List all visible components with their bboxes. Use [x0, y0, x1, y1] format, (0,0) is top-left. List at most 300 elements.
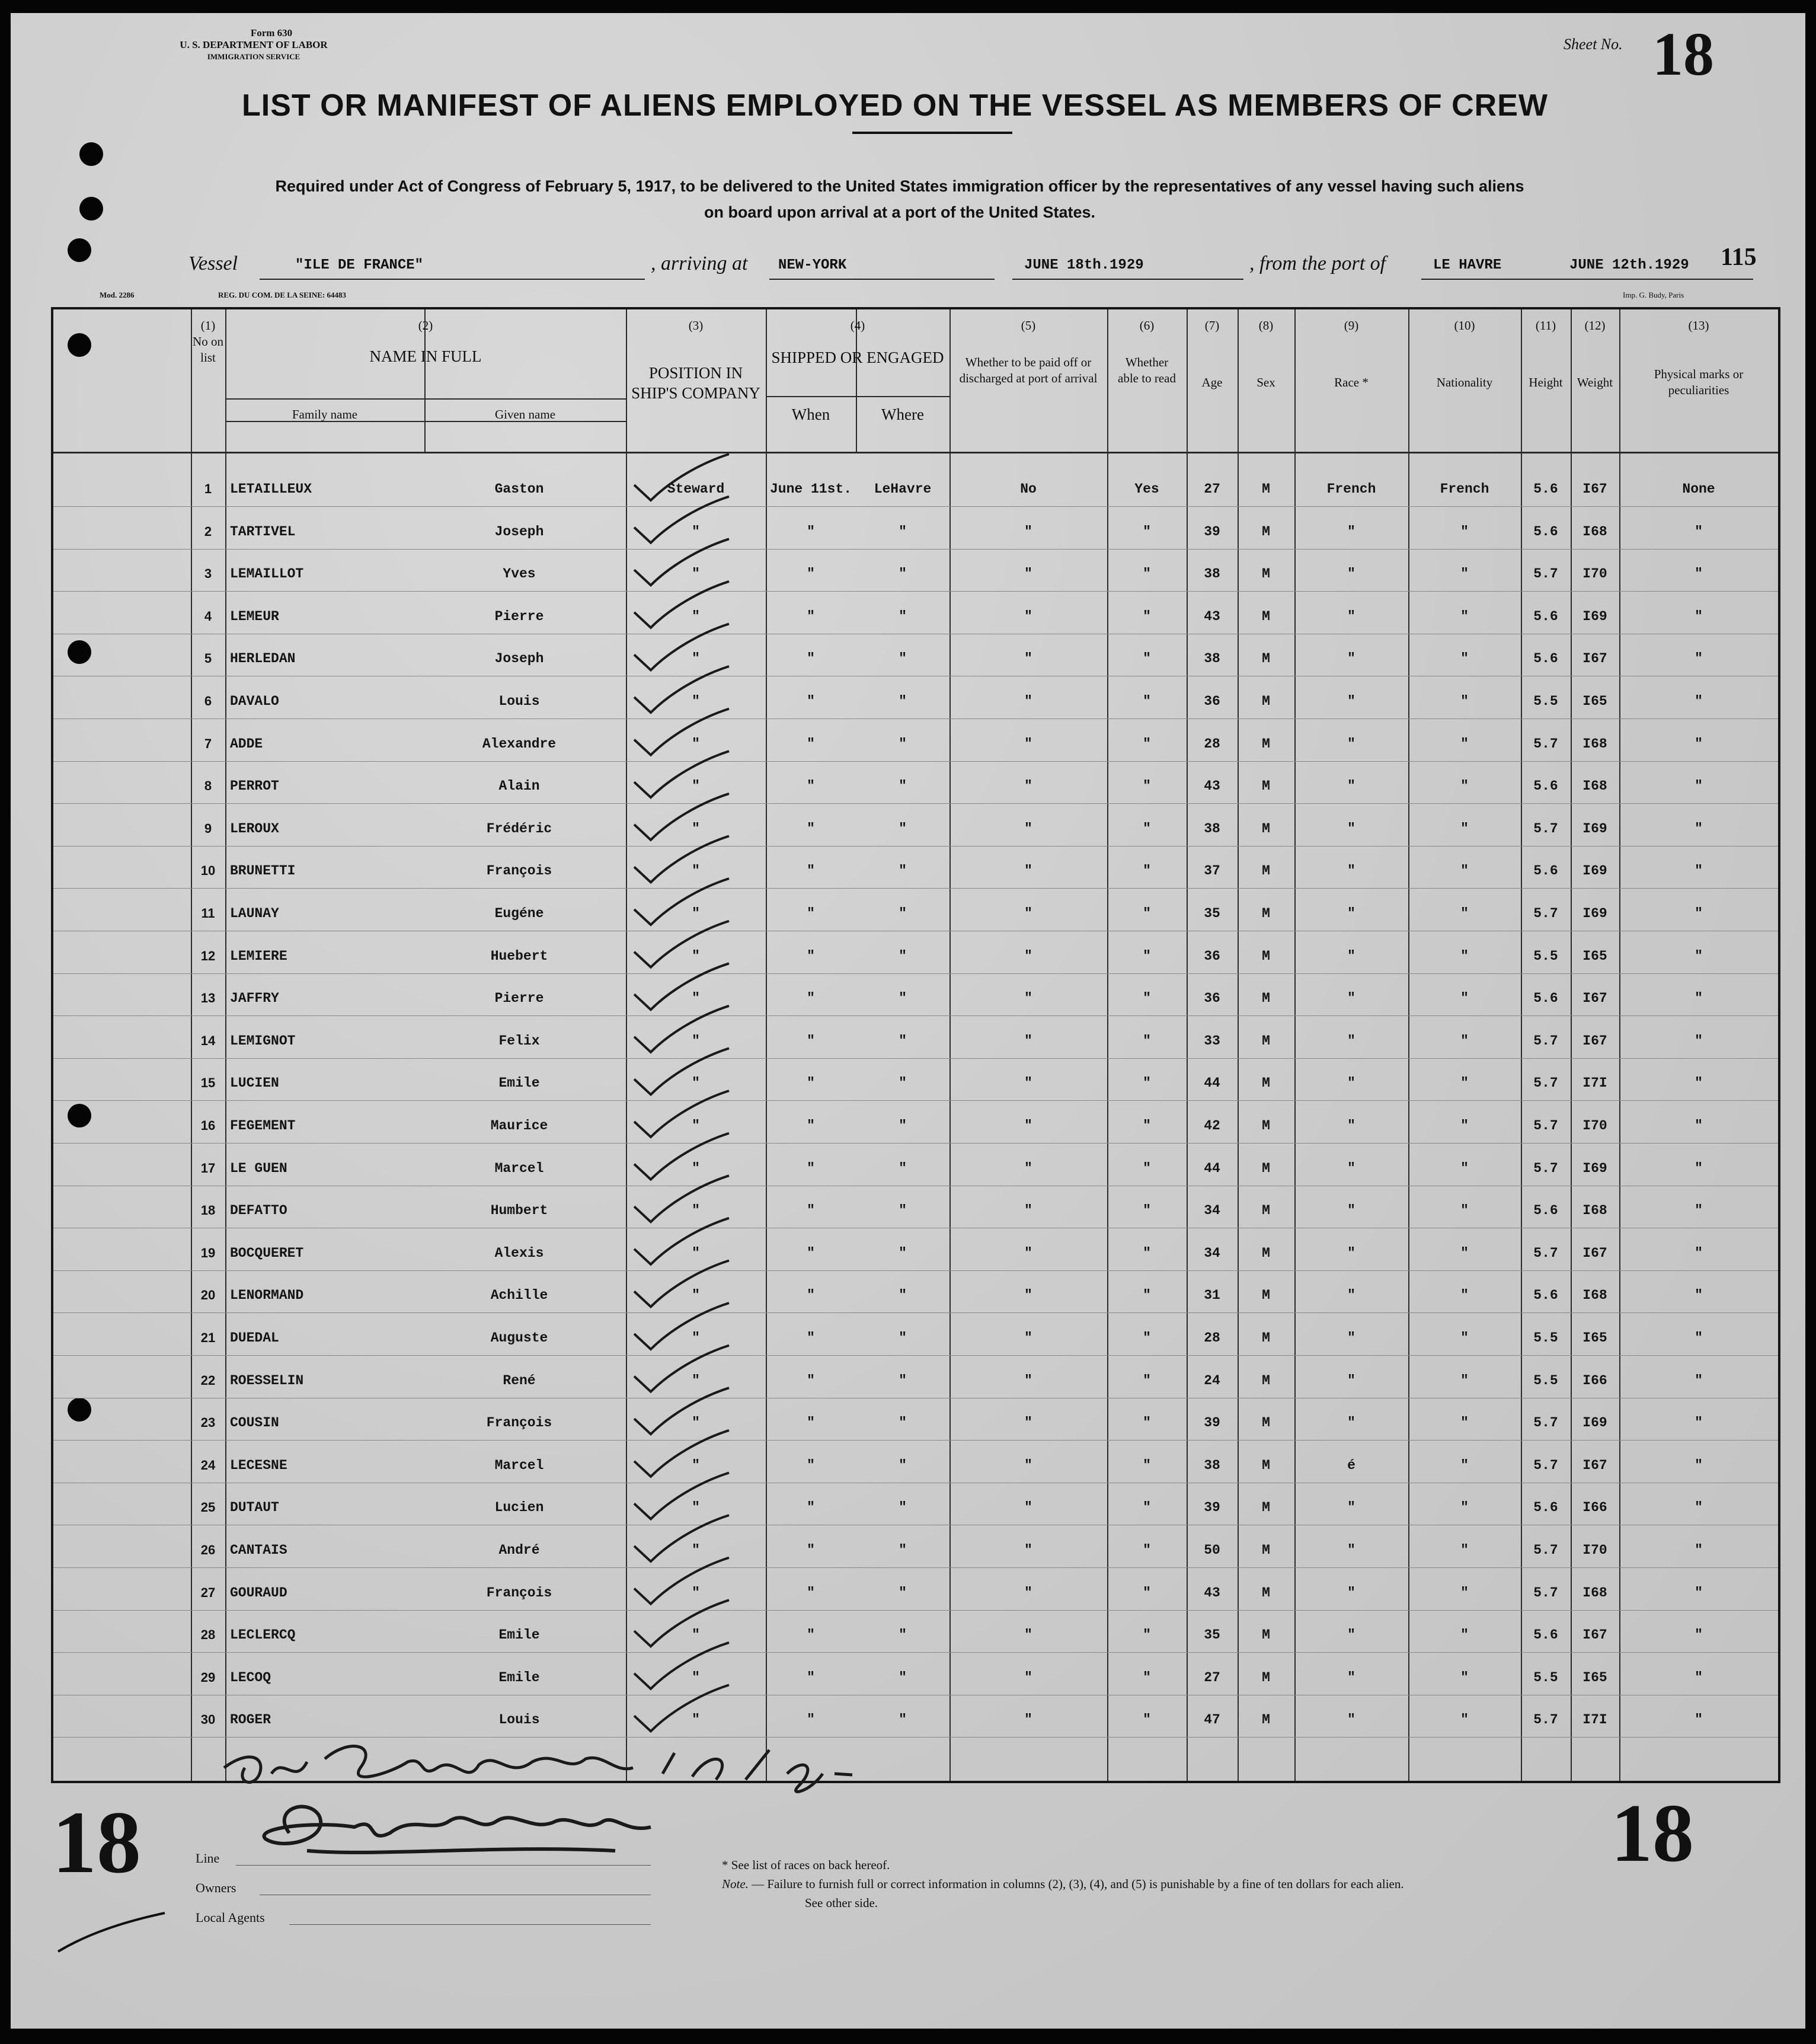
row-divider: [53, 1312, 1778, 1313]
row-number: 2: [204, 523, 212, 539]
check-marks: [599, 309, 753, 1786]
nationality: ": [1460, 1712, 1469, 1728]
physical-marks: ": [1694, 1712, 1703, 1728]
family-name: JAFFRY: [230, 991, 279, 1007]
nationality: ": [1460, 736, 1469, 752]
family-name: BOCQUERET: [230, 1245, 304, 1261]
paid-off: ": [1024, 608, 1032, 624]
check-mark: [634, 539, 729, 585]
position: ": [692, 948, 700, 964]
punch-hole: [79, 142, 103, 166]
col-5-header: Whether to be paid off or discharged at port of arrival: [959, 355, 1098, 385]
given-name: François: [486, 863, 552, 879]
physical-marks: ": [1694, 523, 1703, 539]
weight: I67: [1582, 1457, 1607, 1473]
given-name: Achille: [490, 1288, 548, 1304]
col-5-num: (5): [1021, 318, 1036, 333]
able-to-read: ": [1143, 1160, 1151, 1176]
sex: M: [1262, 1075, 1270, 1091]
sex: M: [1262, 651, 1270, 667]
age: 27: [1204, 481, 1220, 497]
races-note: * See list of races on back hereof.: [722, 1858, 890, 1872]
sex: M: [1262, 778, 1270, 794]
paid-off: ": [1024, 523, 1032, 539]
sex: M: [1262, 1457, 1270, 1473]
height: 5.7: [1533, 1160, 1558, 1176]
nationality: ": [1460, 1288, 1469, 1304]
col-2-num: (2): [418, 318, 433, 333]
col-2-header: NAME IN FULL: [369, 347, 482, 365]
family-name: TARTIVEL: [230, 523, 296, 539]
sex: M: [1262, 1033, 1270, 1049]
given-name: Frédéric: [486, 820, 552, 836]
physical-marks: ": [1694, 1245, 1703, 1261]
weight: I68: [1582, 778, 1607, 794]
row-number: 18: [200, 1203, 216, 1218]
family-name: LECLERCQ: [230, 1627, 296, 1643]
given-name: François: [486, 1415, 552, 1431]
paid-off: ": [1024, 1712, 1032, 1728]
given-name: Emile: [498, 1075, 540, 1091]
able-to-read: ": [1143, 523, 1151, 539]
sex: M: [1262, 1585, 1270, 1601]
nationality: ": [1460, 906, 1469, 921]
given-name: Alexis: [494, 1245, 544, 1261]
check-mark: [634, 1176, 729, 1222]
sex: M: [1262, 991, 1270, 1007]
given-name: Pierre: [494, 991, 544, 1007]
nationality: ": [1460, 1542, 1469, 1558]
physical-marks: ": [1694, 1075, 1703, 1091]
check-mark: [634, 1685, 729, 1731]
physical-marks: ": [1694, 1203, 1703, 1219]
nationality: ": [1460, 1669, 1469, 1685]
physical-marks: None: [1682, 481, 1715, 497]
row-number: 28: [200, 1627, 216, 1643]
height: 5.7: [1533, 1712, 1558, 1728]
weight: I67: [1582, 1245, 1607, 1261]
position: ": [692, 1118, 700, 1133]
engaged-where: ": [899, 1457, 907, 1473]
paid-off: ": [1024, 1288, 1032, 1304]
engaged-where: ": [899, 694, 907, 709]
age: 38: [1204, 566, 1220, 582]
engaged-when: ": [807, 820, 815, 836]
check-mark: [634, 1558, 729, 1604]
col-7-num: (7): [1204, 318, 1220, 333]
position: ": [692, 1712, 700, 1728]
engaged-where: ": [899, 1118, 907, 1133]
paid-off: ": [1024, 566, 1032, 582]
race: ": [1347, 948, 1355, 964]
engaged-when: ": [807, 1669, 815, 1685]
weight: I69: [1582, 906, 1607, 921]
departure-date: JUNE 12th.1929: [1569, 257, 1689, 273]
family-name: COUSIN: [230, 1415, 279, 1431]
given-name: Pierre: [494, 608, 544, 624]
row-divider: [53, 1567, 1778, 1568]
col-11-header: Height: [1529, 375, 1563, 389]
age: 42: [1204, 1118, 1220, 1133]
arriving-label: , arriving at: [651, 253, 748, 274]
given-name: Emile: [498, 1669, 540, 1685]
sex: M: [1262, 1372, 1270, 1388]
age: 27: [1204, 1669, 1220, 1685]
able-to-read: ": [1143, 694, 1151, 709]
family-name: LECOQ: [230, 1669, 271, 1685]
row-divider: [53, 1652, 1778, 1653]
paid-off: ": [1024, 1330, 1032, 1346]
able-to-read: ": [1143, 863, 1151, 879]
sex: M: [1262, 608, 1270, 624]
sex: M: [1262, 906, 1270, 921]
given-name: René: [503, 1372, 536, 1388]
weight: I66: [1582, 1372, 1607, 1388]
able-to-read: ": [1143, 1118, 1151, 1133]
engaged-where: ": [899, 1372, 907, 1388]
row-number: 12: [200, 948, 216, 963]
row-number: 20: [200, 1288, 216, 1303]
height: 5.7: [1533, 1457, 1558, 1473]
given-name: Louis: [498, 1712, 540, 1728]
engaged-where: ": [899, 1712, 907, 1728]
physical-marks: ": [1694, 608, 1703, 624]
given-name: Marcel: [494, 1160, 544, 1176]
check-mark: [634, 1643, 729, 1689]
height: 5.7: [1533, 1415, 1558, 1431]
engaged-when: ": [807, 1457, 815, 1473]
given-name: Gaston: [494, 481, 544, 497]
weight: I68: [1582, 523, 1607, 539]
age: 44: [1204, 1160, 1220, 1176]
given-name: Maurice: [490, 1118, 548, 1133]
family-name: ADDE: [230, 736, 263, 752]
race: ": [1347, 991, 1355, 1007]
able-to-read: ": [1143, 1330, 1151, 1346]
family-name: LUCIEN: [230, 1075, 279, 1091]
col-12-num: (12): [1584, 318, 1606, 333]
col-6-header: Whether able to read: [1118, 355, 1176, 385]
subtitle-line-1: Required under Act of Congress of February 5, 1917, to be delivered to the United States immigration officer by the representatives of any vessel having such aliens: [275, 177, 1524, 195]
able-to-read: ": [1143, 1245, 1151, 1261]
check-mark: [634, 963, 729, 1010]
weight: I7I: [1582, 1075, 1607, 1091]
engaged-when: ": [807, 651, 815, 667]
from-port-label: , from the port of: [1249, 253, 1386, 274]
race: ": [1347, 1585, 1355, 1601]
sex: M: [1262, 820, 1270, 836]
row-number: 24: [200, 1457, 216, 1473]
crew-table: [51, 307, 1780, 1783]
height: 5.6: [1533, 1288, 1558, 1304]
col-1-header: (1) No on list: [193, 318, 223, 365]
engaged-when: ": [807, 1627, 815, 1643]
paid-off: ": [1024, 1372, 1032, 1388]
height: 5.6: [1533, 481, 1558, 497]
check-mark: [634, 1133, 729, 1180]
race: ": [1347, 694, 1355, 709]
nationality: ": [1460, 694, 1469, 709]
height: 5.5: [1533, 1669, 1558, 1685]
family-name: GOURAUD: [230, 1585, 287, 1601]
sex: M: [1262, 1500, 1270, 1516]
engaged-where: ": [899, 651, 907, 667]
family-name: LEMAILLOT: [230, 566, 304, 582]
row-number: 9: [204, 820, 212, 836]
position: ": [692, 1245, 700, 1261]
row-number: 23: [200, 1415, 216, 1430]
engaged-where: ": [899, 820, 907, 836]
engaged-when: ": [807, 1415, 815, 1431]
race: ": [1347, 651, 1355, 667]
vessel-name: "ILE DE FRANCE": [295, 257, 424, 273]
page-title: LIST OR MANIFEST OF ALIENS EMPLOYED ON THE VESSEL AS MEMBERS OF CREW: [242, 88, 1548, 123]
sex: M: [1262, 1160, 1270, 1176]
given-name: Huebert: [490, 948, 548, 964]
nationality: ": [1460, 948, 1469, 964]
sex: M: [1262, 736, 1270, 752]
age: 39: [1204, 1415, 1220, 1431]
age: 24: [1204, 1372, 1220, 1388]
able-to-read: ": [1143, 1669, 1151, 1685]
paid-off: ": [1024, 1457, 1032, 1473]
given-name: Joseph: [494, 651, 544, 667]
engaged-where: ": [899, 1500, 907, 1516]
position: ": [692, 1415, 700, 1431]
age: 50: [1204, 1542, 1220, 1558]
row-number: 10: [200, 863, 216, 879]
family-name: LEMIERE: [230, 948, 287, 964]
sheet-number-label: Sheet No.: [1564, 36, 1623, 53]
given-name: François: [486, 1585, 552, 1601]
able-to-read: ": [1143, 1415, 1151, 1431]
engaged-when: ": [807, 1500, 815, 1516]
col-7-header: Age: [1201, 375, 1223, 389]
height: 5.6: [1533, 863, 1558, 879]
row-number: 7: [204, 736, 212, 751]
engaged-when: ": [807, 566, 815, 582]
given-name: Yves: [503, 566, 536, 582]
engaged-when: ": [807, 948, 815, 964]
given-name: Auguste: [490, 1330, 548, 1346]
able-to-read: ": [1143, 1203, 1151, 1219]
family-name: LECESNE: [230, 1457, 287, 1473]
big-number-right: 18: [1611, 1787, 1694, 1879]
position: ": [692, 820, 700, 836]
race: French: [1326, 481, 1376, 497]
height: 5.7: [1533, 1033, 1558, 1049]
physical-marks: ": [1694, 736, 1703, 752]
given-name: Felix: [498, 1033, 540, 1049]
race: ": [1347, 1288, 1355, 1304]
col-4a-header: When: [791, 405, 830, 423]
weight: I68: [1582, 736, 1607, 752]
big-number-left: 18: [52, 1793, 141, 1892]
given-name: Louis: [498, 694, 540, 709]
age: 43: [1204, 778, 1220, 794]
race: ": [1347, 863, 1355, 879]
given-name: Humbert: [490, 1203, 548, 1219]
col-9-header: Race *: [1334, 375, 1369, 389]
paid-off: ": [1024, 1033, 1032, 1049]
nationality: ": [1460, 1330, 1469, 1346]
family-name: LE GUEN: [230, 1160, 287, 1176]
manifest-sheet: [11, 13, 1805, 2029]
nationality: ": [1460, 1415, 1469, 1431]
weight: I70: [1582, 1542, 1607, 1558]
row-divider: [53, 1143, 1778, 1144]
race: ": [1347, 608, 1355, 624]
height: 5.6: [1533, 991, 1558, 1007]
col-11-num: (11): [1535, 318, 1556, 333]
weight: I68: [1582, 1585, 1607, 1601]
family-name: BRUNETTI: [230, 863, 296, 879]
engaged-where: ": [899, 778, 907, 794]
height: 5.7: [1533, 1075, 1558, 1091]
weight: I70: [1582, 566, 1607, 582]
height: 5.7: [1533, 1585, 1558, 1601]
weight: I67: [1582, 651, 1607, 667]
engaged-where: ": [899, 523, 907, 539]
punch-hole: [68, 238, 91, 262]
form-number: Form 630: [250, 27, 293, 39]
arrival-date: JUNE 18th.1929: [1024, 257, 1144, 273]
position: ": [692, 1542, 700, 1558]
family-name: ROESSELIN: [230, 1372, 304, 1388]
race: ": [1347, 1075, 1355, 1091]
engaged-when: ": [807, 1712, 815, 1728]
engaged-where: ": [899, 1033, 907, 1049]
height: 5.7: [1533, 736, 1558, 752]
position: ": [692, 1500, 700, 1516]
row-number: 11: [201, 906, 215, 921]
vessel-label: Vessel: [188, 253, 238, 274]
paid-off: ": [1024, 1118, 1032, 1133]
able-to-read: ": [1143, 820, 1151, 836]
paid-off: ": [1024, 991, 1032, 1007]
engaged-when: ": [807, 694, 815, 709]
check-mark: [634, 1430, 729, 1477]
row-number: 19: [200, 1245, 216, 1260]
weight: I65: [1582, 1330, 1607, 1346]
nationality: ": [1460, 651, 1469, 667]
physical-marks: ": [1694, 863, 1703, 879]
check-mark: [634, 794, 729, 840]
nationality: ": [1460, 778, 1469, 794]
height: 5.6: [1533, 778, 1558, 794]
physical-marks: ": [1694, 1457, 1703, 1473]
check-mark: [634, 751, 729, 797]
row-divider: [53, 506, 1778, 507]
given-name: André: [498, 1542, 540, 1558]
able-to-read: ": [1143, 948, 1151, 964]
sex: M: [1262, 1330, 1270, 1346]
position: ": [692, 1160, 700, 1176]
check-mark: [634, 582, 729, 628]
col-2a-header: Family name: [292, 407, 358, 421]
race: ": [1347, 1330, 1355, 1346]
nationality: ": [1460, 566, 1469, 582]
physical-marks: ": [1694, 1160, 1703, 1176]
able-to-read: ": [1143, 906, 1151, 921]
nationality: ": [1460, 1160, 1469, 1176]
weight: I7I: [1582, 1712, 1607, 1728]
able-to-read: ": [1143, 651, 1151, 667]
family-name: HERLEDAN: [230, 651, 296, 667]
physical-marks: ": [1694, 1627, 1703, 1643]
paid-off: ": [1024, 1542, 1032, 1558]
race: ": [1347, 1415, 1355, 1431]
race: ": [1347, 1627, 1355, 1643]
position: ": [692, 523, 700, 539]
nationality: ": [1460, 1203, 1469, 1219]
sex: M: [1262, 1415, 1270, 1431]
weight: I66: [1582, 1500, 1607, 1516]
check-mark: [634, 1218, 729, 1264]
physical-marks: ": [1694, 991, 1703, 1007]
age: 31: [1204, 1288, 1220, 1304]
engaged-where: ": [899, 1160, 907, 1176]
family-name: LEROUX: [230, 820, 279, 836]
col-4b-header: Where: [881, 405, 924, 423]
position: ": [692, 694, 700, 709]
height: 5.6: [1533, 523, 1558, 539]
sheet-number: 18: [1652, 20, 1714, 88]
subtitle: [129, 173, 1670, 225]
position: ": [692, 1288, 700, 1304]
col-13-num: (13): [1688, 318, 1709, 333]
see-other-side: See other side.: [805, 1896, 878, 1910]
family-name: FEGEMENT: [230, 1118, 296, 1133]
height: 5.6: [1533, 651, 1558, 667]
age: 38: [1204, 651, 1220, 667]
family-name: DUTAUT: [230, 1500, 279, 1516]
height: 5.7: [1533, 820, 1558, 836]
registry: REG. DU COM. DE LA SEINE: 64483: [218, 290, 346, 299]
able-to-read: ": [1143, 608, 1151, 624]
stamp-number: 115: [1721, 244, 1757, 271]
height: 5.7: [1533, 1245, 1558, 1261]
paid-off: ": [1024, 948, 1032, 964]
race: ": [1347, 1669, 1355, 1685]
row-divider: [53, 1100, 1778, 1101]
row-divider: [53, 1610, 1778, 1611]
weight: I68: [1582, 1288, 1607, 1304]
physical-marks: ": [1694, 1330, 1703, 1346]
position: ": [692, 1372, 700, 1388]
physical-marks: ": [1694, 906, 1703, 921]
nationality: ": [1460, 1033, 1469, 1049]
col-9-num: (9): [1344, 318, 1359, 333]
nationality: ": [1460, 608, 1469, 624]
row-number: 27: [200, 1585, 216, 1600]
nationality: ": [1460, 1457, 1469, 1473]
paid-off: ": [1024, 694, 1032, 709]
position: ": [692, 566, 700, 582]
able-to-read: ": [1143, 736, 1151, 752]
weight: I67: [1582, 1627, 1607, 1643]
check-mark: [634, 709, 729, 755]
able-to-read: ": [1143, 1457, 1151, 1473]
given-name: Marcel: [494, 1457, 544, 1473]
row-divider: [53, 973, 1778, 974]
nationality: ": [1460, 1372, 1469, 1388]
engaged-where: ": [899, 736, 907, 752]
race: é: [1347, 1457, 1355, 1473]
check-mark: [634, 1346, 729, 1392]
sex: M: [1262, 948, 1270, 964]
check-mark: [634, 1091, 729, 1137]
